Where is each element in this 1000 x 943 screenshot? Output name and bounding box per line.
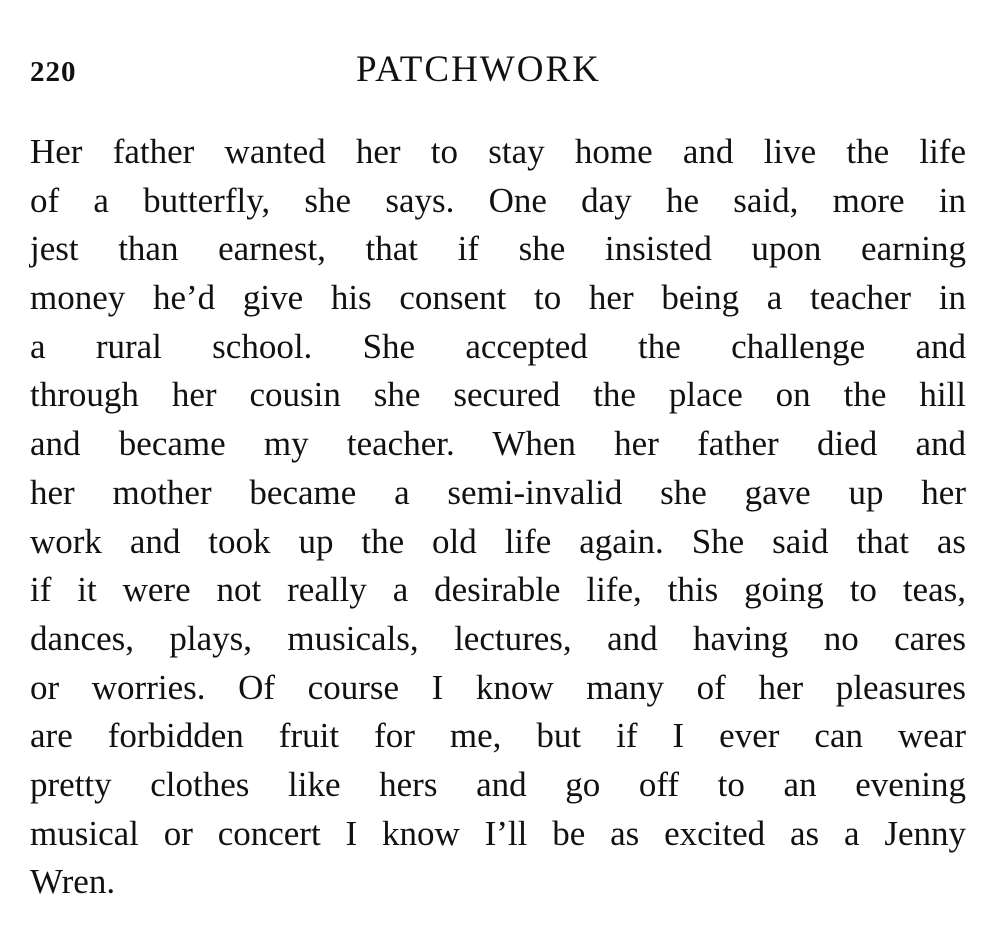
- text-line: dances, plays, musicals, lectures, and having no cares: [30, 618, 966, 658]
- text-line-last: Wren.: [30, 862, 116, 902]
- text-line: and became my teacher. When her father died and: [30, 424, 966, 464]
- text-line: or worries. Of course I know many of her pleasures: [30, 667, 966, 707]
- text-line: a rural school. She accepted the challenge and: [30, 326, 966, 366]
- running-title: PATCHWORK: [356, 49, 601, 90]
- text-line: money he’d give his consent to her being a teacher in: [30, 278, 966, 318]
- text-line: Her father wanted her to stay home and live the life: [30, 132, 966, 171]
- text-line: of a butterfly, she says. One day he said, more in: [30, 180, 966, 220]
- text-line: through her cousin she secured the place on the hill: [30, 375, 966, 415]
- text-line: jest than earnest, that if she insisted upon earning: [30, 229, 966, 269]
- body-paragraph: [30, 128, 966, 907]
- text-line: pretty clothes like hers and go off to an evening: [30, 764, 966, 804]
- text-line: if it were not really a desirable life, this going to teas,: [30, 570, 966, 610]
- text-line: are forbidden fruit for me, but if I ever can wear: [30, 716, 966, 756]
- text-line: her mother became a semi-invalid she gave up her: [30, 472, 966, 512]
- page-number: 220: [30, 56, 77, 88]
- text-line: musical or concert I know I’ll be as excited as a Jenny: [30, 813, 966, 853]
- text-line: work and took up the old life again. She said that as: [30, 521, 966, 561]
